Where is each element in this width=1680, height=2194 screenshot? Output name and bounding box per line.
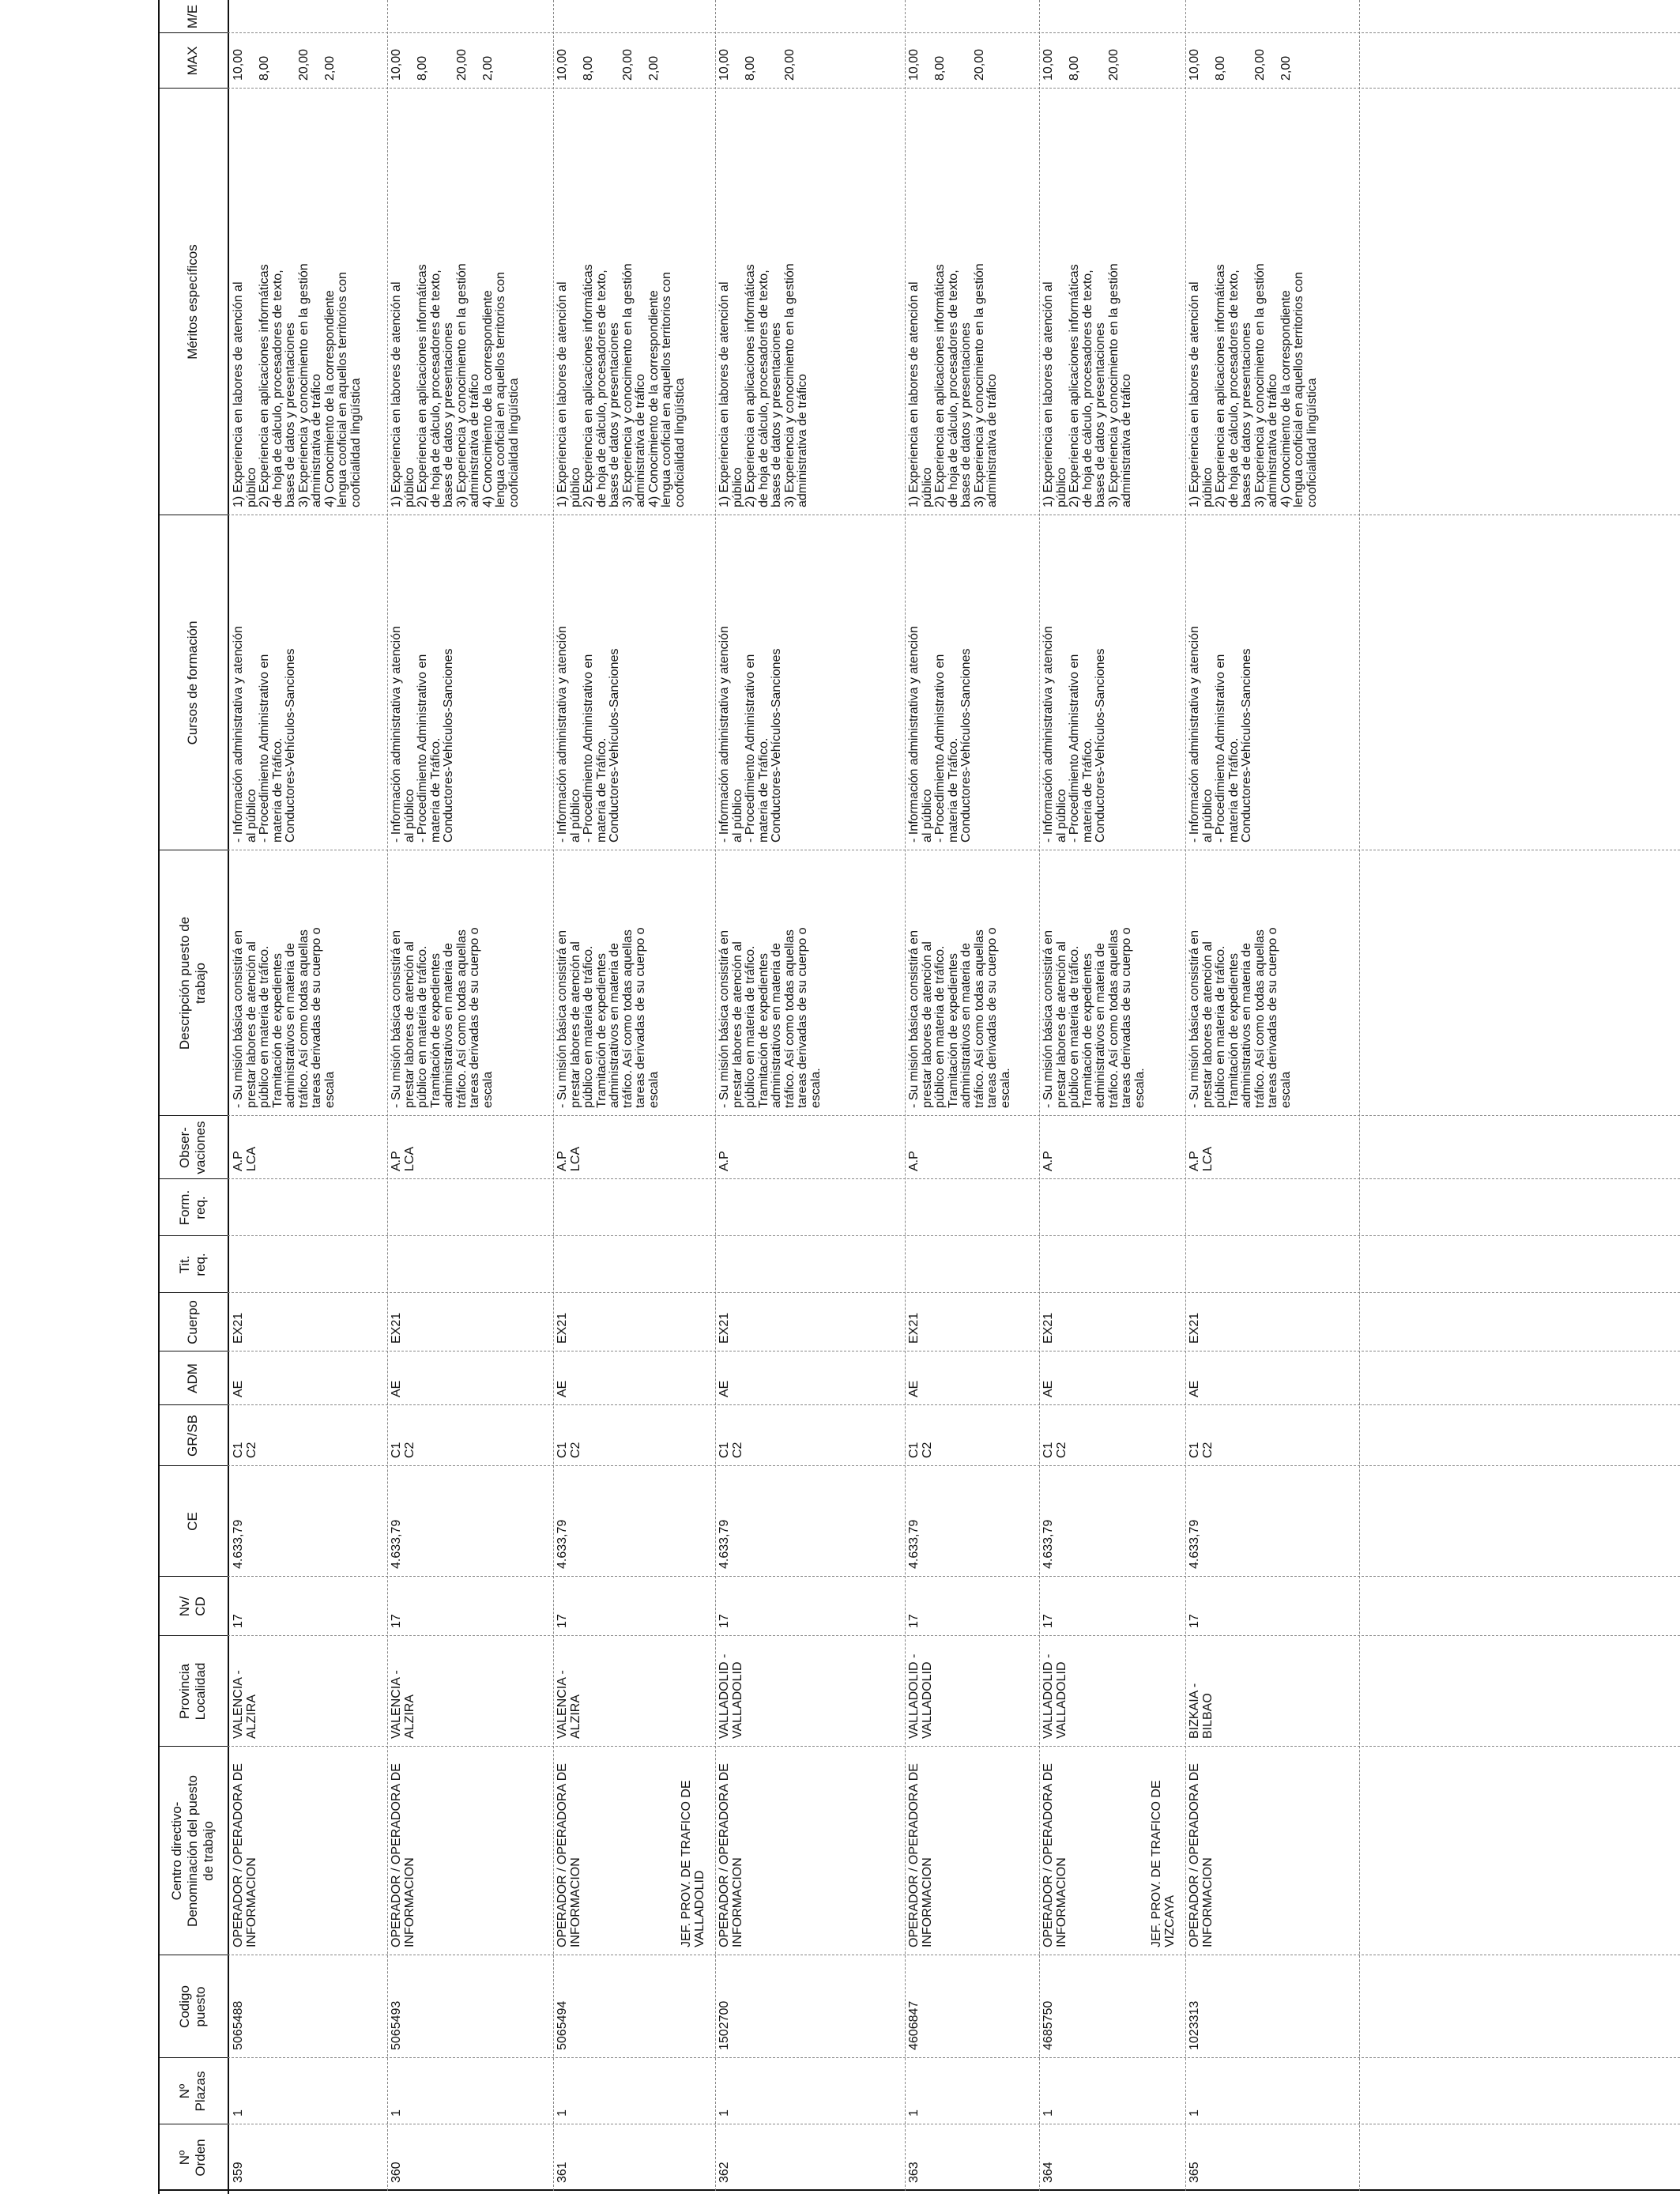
cell-meritos: 1) Experiencia en labores de atención al público 2) Experiencia en aplicaciones informáticas de hoja de cálculo, procesadores de texto, bases de datos y presentaciones 3) Experiencia y conocimiento en la gestión administrativa de tráfico bbox=[1042, 263, 1133, 507]
cell-observaciones: A.P bbox=[718, 1151, 731, 1171]
cell-ce: 4.633,79 bbox=[1042, 1519, 1055, 1569]
cell-cursos: - Información administrativa y atención al público - Procedimiento Administrativo en materia de Tráfico. Conductores-Vehículos-Sanciones bbox=[390, 626, 455, 843]
cell-ce: 4.633,79 bbox=[907, 1519, 921, 1569]
cell-codigo: 1502700 bbox=[718, 2000, 731, 2050]
cell-max: 10,00 8,00 20,00 2,00 bbox=[1188, 48, 1293, 81]
cell-meritos: 1) Experiencia en labores de atención al público 2) Experiencia en aplicaciones informáticas de hoja de cálculo, procesadores de texto, bases de datos y presentaciones 3) Experiencia y conocimiento en la gestión administrativa de tráfico bbox=[907, 263, 999, 507]
cell-orden: 363 bbox=[907, 2162, 921, 2183]
header-max: MAX bbox=[185, 46, 200, 76]
cell-codigo: 1023313 bbox=[1188, 2000, 1201, 2050]
cell-plazas: 1 bbox=[907, 2109, 921, 2117]
header-meritos: Méritos específicos bbox=[185, 244, 200, 360]
cell-provincia: VALENCIA - ALZIRA bbox=[556, 1670, 582, 1739]
cell-ce: 4.633,79 bbox=[390, 1519, 403, 1569]
body-col-divider bbox=[228, 1404, 1680, 1405]
cell-cursos: - Información administrativa y atención al público - Procedimiento Administrativo en materia de Tráfico. Conductores-Vehículos-Sanciones bbox=[556, 626, 621, 843]
cell-provincia: VALENCIA - ALZIRA bbox=[390, 1670, 416, 1739]
cell-centro: OPERADOR / OPERADORA DE INFORMACION bbox=[390, 1763, 416, 1947]
cell-provincia: VALENCIA - ALZIRA bbox=[232, 1670, 258, 1739]
cell-cuerpo: EX21 bbox=[1042, 1312, 1055, 1344]
cell-ce: 4.633,79 bbox=[718, 1519, 731, 1569]
cell-grupo: C1 C2 bbox=[907, 1442, 934, 1458]
cell-nivel: 17 bbox=[718, 1614, 731, 1628]
cell-plazas: 1 bbox=[1042, 2109, 1055, 2117]
header-titulacion: Tit. req. bbox=[177, 1253, 208, 1276]
cell-cuerpo: EX21 bbox=[907, 1312, 921, 1344]
header-nivel: Nv/ CD bbox=[177, 1596, 208, 1617]
header-plazas: Nº Plazas bbox=[177, 2071, 208, 2112]
cell-cuerpo: EX21 bbox=[232, 1312, 245, 1344]
cell-max: 10,00 8,00 20,00 bbox=[1042, 48, 1121, 81]
row-divider bbox=[1039, 0, 1040, 2191]
cell-provincia: VALLADOLID - VALLADOLID bbox=[907, 1653, 934, 1739]
cell-observaciones: A.P bbox=[1042, 1151, 1055, 1171]
header-centro: Centro directivo- Denominación del puesto de trabajo bbox=[169, 1775, 216, 1927]
cell-cursos: - Información administrativa y atención al público - Procedimiento Administrativo en materia de Tráfico. Conductores-Vehículos-Sanciones bbox=[718, 626, 783, 843]
body-col-divider bbox=[228, 1178, 1680, 1179]
cell-observaciones: A.P LCA bbox=[390, 1146, 416, 1171]
cell-meritos: 1) Experiencia en labores de atención al público 2) Experiencia en aplicaciones informáticas de hoja de cálculo, procesadores de texto, bases de datos y presentaciones 3) Experiencia y conocimiento en la gestión administrativa de tráfico 4) Conocimiento de la correspondiente lengua cooficial en aquellos territorios con cooficialidad lingüística bbox=[556, 263, 687, 507]
cell-plazas: 1 bbox=[556, 2109, 569, 2117]
centro-group-label: JEF. PROV. DE TRAFICO DE VALLADOLID bbox=[680, 1780, 706, 1947]
cell-descripcion: - Su misión básica consistirá en prestar labores de atención al público en materia de tráfico. Tramitación de expedientes administrativos en materia de tráfico. Así como todas aquellas tareas derivadas de su cuerpo o escala bbox=[1188, 927, 1293, 1108]
cell-nivel: 17 bbox=[907, 1614, 921, 1628]
header-orden: Nº Orden bbox=[177, 2139, 208, 2177]
cell-adm: AE bbox=[556, 1380, 569, 1397]
cell-meritos: 1) Experiencia en labores de atención al público 2) Experiencia en aplicaciones informáticas de hoja de cálculo, procesadores de texto, bases de datos y presentaciones 3) Experiencia y conocimiento en la gestión administrativa de tráfico 4) Conocimiento de la correspondiente lengua cooficial en aquellos territorios con cooficialidad lingüística bbox=[1188, 263, 1319, 507]
header-cursos: Cursos de formación bbox=[185, 620, 200, 745]
header-cuerpo: Cuerpo bbox=[185, 1300, 200, 1344]
cell-orden: 364 bbox=[1042, 2162, 1055, 2183]
cell-orden: 359 bbox=[232, 2162, 245, 2183]
cell-plazas: 1 bbox=[718, 2109, 731, 2117]
cell-grupo: C1 C2 bbox=[390, 1442, 416, 1458]
cell-provincia: BIZKAIA - BILBAO bbox=[1188, 1683, 1215, 1739]
cell-plazas: 1 bbox=[390, 2109, 403, 2117]
body-col-divider bbox=[228, 1576, 1680, 1577]
header-observaciones: Obser- vaciones bbox=[177, 1121, 208, 1174]
table-left-border bbox=[158, 2189, 1680, 2191]
cell-orden: 360 bbox=[390, 2162, 403, 2183]
cell-orden: 362 bbox=[718, 2162, 731, 2183]
header-adm: ADM bbox=[185, 1363, 200, 1393]
cell-grupo: C1 C2 bbox=[1188, 1442, 1215, 1458]
cell-adm: AE bbox=[232, 1380, 245, 1397]
body-col-divider bbox=[228, 1292, 1680, 1293]
cell-cursos: - Información administrativa y atención al público - Procedimiento Administrativo en materia de Tráfico. Conductores-Vehículos-Sanciones bbox=[1188, 626, 1253, 843]
body-col-divider bbox=[228, 1635, 1680, 1636]
cell-adm: AE bbox=[907, 1380, 921, 1397]
cell-descripcion: - Su misión básica consistirá en prestar labores de atención al público en materia de tráfico. Tramitación de expedientes administrativos en materia de tráfico. Así como todas aquellas tareas derivadas de su cuerpo o escala. bbox=[1042, 927, 1147, 1108]
cell-max: 10,00 8,00 20,00 2,00 bbox=[390, 48, 495, 81]
cell-codigo: 4685750 bbox=[1042, 2000, 1055, 2050]
cell-ce: 4.633,79 bbox=[232, 1519, 245, 1569]
body-col-divider bbox=[228, 1746, 1680, 1747]
header-ce: CE bbox=[185, 1512, 200, 1531]
cell-grupo: C1 C2 bbox=[232, 1442, 258, 1458]
cell-provincia: VALLADOLID - VALLADOLID bbox=[1042, 1653, 1068, 1739]
cell-meritos: 1) Experiencia en labores de atención al público 2) Experiencia en aplicaciones informáticas de hoja de cálculo, procesadores de texto, bases de datos y presentaciones 3) Experiencia y conocimiento en la gestión administrativa de tráfico 4) Conocimiento de la correspondiente lengua cooficial en aquellos territorios con cooficialidad lingüística bbox=[232, 263, 363, 507]
body-col-divider bbox=[228, 1465, 1680, 1466]
row-divider bbox=[905, 0, 906, 2191]
cell-centro: OPERADOR / OPERADORA DE INFORMACION bbox=[232, 1763, 258, 1947]
row-divider bbox=[553, 0, 554, 2191]
cell-observaciones: A.P LCA bbox=[556, 1146, 582, 1171]
cell-max: 10,00 8,00 20,00 2,00 bbox=[556, 48, 661, 81]
cell-codigo: 5065493 bbox=[390, 2000, 403, 2050]
cell-cuerpo: EX21 bbox=[390, 1312, 403, 1344]
body-col-divider bbox=[228, 2057, 1680, 2058]
header-descripcion: Descripción puesto de trabajo bbox=[177, 916, 208, 1050]
cell-centro: OPERADOR / OPERADORA DE INFORMACION bbox=[1188, 1763, 1215, 1947]
cell-provincia: VALLADOLID - VALLADOLID bbox=[718, 1653, 744, 1739]
cell-adm: AE bbox=[1188, 1380, 1201, 1397]
cell-grupo: C1 C2 bbox=[718, 1442, 744, 1458]
cell-codigo: 5065488 bbox=[232, 2000, 245, 2050]
cell-codigo: 4606847 bbox=[907, 2000, 921, 2050]
cell-ce: 4.633,79 bbox=[1188, 1519, 1201, 1569]
row-divider bbox=[1185, 0, 1186, 2191]
cell-plazas: 1 bbox=[1188, 2109, 1201, 2117]
cell-adm: AE bbox=[1042, 1380, 1055, 1397]
body-col-divider bbox=[228, 1115, 1680, 1116]
cell-orden: 361 bbox=[556, 2162, 569, 2183]
cell-meritos: 1) Experiencia en labores de atención al público 2) Experiencia en aplicaciones informáticas de hoja de cálculo, procesadores de texto, bases de datos y presentaciones 3) Experiencia y conocimiento en la gestión administrativa de tráfico bbox=[718, 263, 809, 507]
header-provincia: Provincia Localidad bbox=[177, 1662, 208, 1721]
cell-centro: OPERADOR / OPERADORA DE INFORMACION bbox=[907, 1763, 934, 1947]
cell-nivel: 17 bbox=[232, 1614, 245, 1628]
row-divider bbox=[715, 0, 716, 2191]
cell-centro: OPERADOR / OPERADORA DE INFORMACION bbox=[1042, 1763, 1068, 1947]
cell-cursos: - Información administrativa y atención al público - Procedimiento Administrativo en materia de Tráfico. Conductores-Vehículos-Sanciones bbox=[232, 626, 297, 843]
row-divider bbox=[1359, 0, 1360, 2191]
cell-meritos: 1) Experiencia en labores de atención al público 2) Experiencia en aplicaciones informáticas de hoja de cálculo, procesadores de texto, bases de datos y presentaciones 3) Experiencia y conocimiento en la gestión administrativa de tráfico 4) Conocimiento de la correspondiente lengua cooficial en aquellos territorios con cooficialidad lingüística bbox=[390, 263, 521, 507]
cell-adm: AE bbox=[390, 1380, 403, 1397]
centro-group-label: JEF. PROV. DE TRAFICO DE VIZCAYA bbox=[1150, 1780, 1177, 1947]
cell-observaciones: A.P LCA bbox=[232, 1146, 258, 1171]
cell-descripcion: - Su misión básica consistirá en prestar labores de atención al público en materia de tráfico. Tramitación de expedientes administrativos en materia de tráfico. Así como todas aquellas tareas derivadas de su cuerpo o escala bbox=[232, 927, 337, 1108]
cell-orden: 365 bbox=[1188, 2162, 1201, 2183]
cell-centro: OPERADOR / OPERADORA DE INFORMACION bbox=[556, 1763, 582, 1947]
cell-cursos: - Información administrativa y atención al público - Procedimiento Administrativo en materia de Tráfico. Conductores-Vehículos-Sanciones bbox=[907, 626, 973, 843]
body-col-divider bbox=[228, 1235, 1680, 1236]
cell-cuerpo: EX21 bbox=[718, 1312, 731, 1344]
cell-cuerpo: EX21 bbox=[1188, 1312, 1201, 1344]
header-formacion: Form. req. bbox=[177, 1189, 208, 1226]
row-divider bbox=[387, 0, 388, 2191]
cell-cuerpo: EX21 bbox=[556, 1312, 569, 1344]
header-bottom-border bbox=[228, 0, 229, 2194]
cell-max: 10,00 8,00 20,00 2,00 bbox=[232, 48, 337, 81]
cell-descripcion: - Su misión básica consistirá en prestar labores de atención al público en materia de tráfico. Tramitación de expedientes administrativos en materia de tráfico. Así como todas aquellas tareas derivadas de su cuerpo o escala bbox=[390, 927, 495, 1108]
header-me: M/E bbox=[185, 4, 200, 29]
cell-grupo: C1 C2 bbox=[556, 1442, 582, 1458]
cell-cursos: - Información administrativa y atención al público - Procedimiento Administrativo en materia de Tráfico. Conductores-Vehículos-Sanciones bbox=[1042, 626, 1107, 843]
cell-nivel: 17 bbox=[556, 1614, 569, 1628]
cell-nivel: 17 bbox=[1042, 1614, 1055, 1628]
cell-descripcion: - Su misión básica consistirá en prestar labores de atención al público en materia de tráfico. Tramitación de expedientes administrativos en materia de tráfico. Así como todas aquellas tareas derivadas de su cuerpo o escala bbox=[556, 927, 661, 1108]
cell-max: 10,00 8,00 20,00 bbox=[718, 48, 797, 81]
cell-grupo: C1 C2 bbox=[1042, 1442, 1068, 1458]
cell-adm: AE bbox=[718, 1380, 731, 1397]
cell-descripcion: - Su misión básica consistirá en prestar labores de atención al público en materia de tráfico. Tramitación de expedientes administrativos en materia de tráfico. Así como todas aquellas tareas derivadas de su cuerpo o escala. bbox=[718, 927, 823, 1108]
cell-plazas: 1 bbox=[232, 2109, 245, 2117]
cell-max: 10,00 8,00 20,00 bbox=[907, 48, 986, 81]
cell-nivel: 17 bbox=[1188, 1614, 1201, 1628]
header-codigo: Codigo puesto bbox=[177, 1985, 208, 2028]
header-grupo: GR/SB bbox=[185, 1415, 200, 1457]
cell-descripcion: - Su misión básica consistirá en prestar labores de atención al público en materia de tráfico. Tramitación de expedientes administrativos en materia de tráfico. Así como todas aquellas tareas derivadas de su cuerpo o escala. bbox=[907, 927, 1012, 1108]
cell-observaciones: A.P bbox=[907, 1151, 921, 1171]
cell-centro: OPERADOR / OPERADORA DE INFORMACION bbox=[718, 1763, 744, 1947]
cell-nivel: 17 bbox=[390, 1614, 403, 1628]
cell-ce: 4.633,79 bbox=[556, 1519, 569, 1569]
cell-codigo: 5065494 bbox=[556, 2000, 569, 2050]
cell-observaciones: A.P LCA bbox=[1188, 1146, 1215, 1171]
